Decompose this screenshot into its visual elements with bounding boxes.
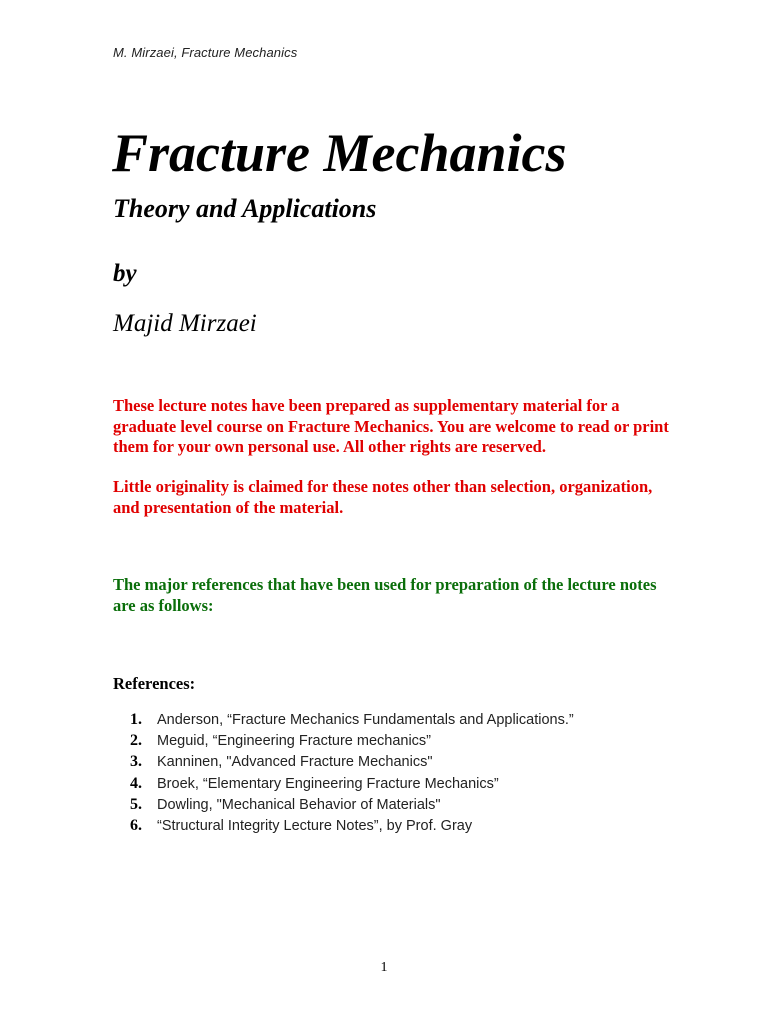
reference-text: Dowling, "Mechanical Behavior of Materials" — [157, 796, 441, 813]
reference-number: 1. — [130, 711, 142, 728]
reference-number: 2. — [130, 732, 142, 750]
references-intro: The major references that have been used for preparation of the lecture notes are as follows: — [113, 575, 657, 615]
reference-text: Kanninen, "Advanced Fracture Mechanics" — [157, 754, 433, 771]
running-header: M. Mirzaei, Fracture Mechanics — [113, 45, 298, 60]
document-subtitle: Theory and Applications — [113, 194, 377, 223]
reference-number: 5. — [130, 795, 142, 813]
page-number: 1 — [380, 960, 388, 975]
reference-item — [130, 796, 574, 817]
document-title: Fracture Mechanics — [112, 123, 567, 183]
reference-text: Anderson, “Fracture Mechanics Fundamentals and Applications.” — [157, 712, 574, 728]
reference-number: 3. — [130, 753, 142, 771]
reference-number: 6. — [130, 816, 142, 834]
originality-notice: Little originality is claimed for these notes other than selection, organization, and presentation of the material. — [113, 477, 653, 517]
references-heading: References: — [113, 674, 196, 693]
author-name: Majid Mirzaei — [113, 310, 257, 337]
reference-text: Broek, “Elementary Engineering Fracture Mechanics” — [157, 775, 499, 792]
usage-notice: These lecture notes have been prepared as supplementary material for a graduate level course on Fracture Mechanics. You are welcome to read or print them for your own personal use. All other rights are reserved. — [113, 396, 669, 456]
reference-item — [130, 817, 574, 838]
reference-number: 4. — [130, 774, 142, 792]
reference-item — [130, 711, 574, 732]
reference-item — [130, 732, 574, 753]
references-list — [130, 711, 574, 838]
reference-text: Meguid, “Engineering Fracture mechanics” — [157, 733, 432, 750]
reference-text: “Structural Integrity Lecture Notes”, by Prof. Gray — [157, 817, 473, 834]
reference-item — [130, 775, 574, 796]
reference-item — [130, 753, 574, 774]
by-label: by — [113, 260, 137, 287]
